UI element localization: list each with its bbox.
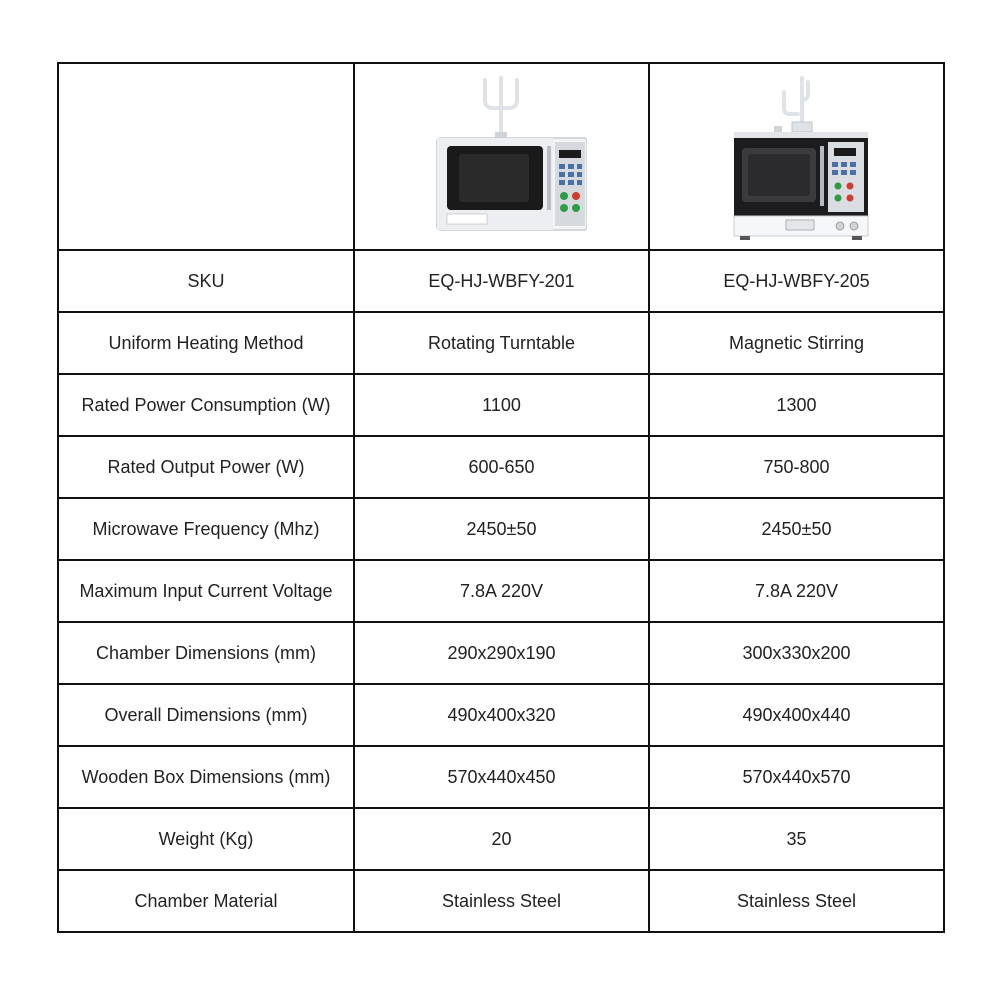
spec-value-product-1: 290x290x190 [354, 622, 649, 684]
spec-value-product-2: 7.8A 220V [649, 560, 944, 622]
spec-label: Uniform Heating Method [58, 312, 354, 374]
spec-row [58, 808, 944, 870]
spec-value-product-1: 2450±50 [354, 498, 649, 560]
spec-row [58, 560, 944, 622]
spec-row [58, 250, 944, 312]
spec-label: SKU [58, 250, 354, 312]
spec-label: Chamber Material [58, 870, 354, 932]
spec-value-product-2: 570x440x570 [649, 746, 944, 808]
spec-label: Overall Dimensions (mm) [58, 684, 354, 746]
spec-label: Rated Power Consumption (W) [58, 374, 354, 436]
spec-value-product-2: EQ-HJ-WBFY-205 [649, 250, 944, 312]
spec-value-product-2: 750-800 [649, 436, 944, 498]
microwave-stirring-photo [712, 72, 882, 242]
spec-value-product-1: 570x440x450 [354, 746, 649, 808]
spec-row [58, 374, 944, 436]
product-image-row [58, 63, 944, 250]
spec-value-product-1: 490x400x320 [354, 684, 649, 746]
product-image-cell-2 [649, 63, 944, 250]
spec-value-product-1: 7.8A 220V [354, 560, 649, 622]
spec-row [58, 312, 944, 374]
spec-label: Wooden Box Dimensions (mm) [58, 746, 354, 808]
spec-label: Maximum Input Current Voltage [58, 560, 354, 622]
spec-row [58, 870, 944, 932]
spec-value-product-1: 600-650 [354, 436, 649, 498]
spec-value-product-1: EQ-HJ-WBFY-201 [354, 250, 649, 312]
spec-value-product-2: 1300 [649, 374, 944, 436]
product-image-cell-1 [354, 63, 649, 250]
spec-row [58, 498, 944, 560]
spec-value-product-2: 35 [649, 808, 944, 870]
spec-value-product-2: 2450±50 [649, 498, 944, 560]
spec-comparison-table [57, 62, 945, 933]
spec-value-product-1: Rotating Turntable [354, 312, 649, 374]
spec-value-product-2: Stainless Steel [649, 870, 944, 932]
spec-rows [58, 250, 944, 932]
empty-header-cell [58, 63, 354, 250]
spec-label: Chamber Dimensions (mm) [58, 622, 354, 684]
spec-value-product-2: 490x400x440 [649, 684, 944, 746]
spec-value-product-1: 1100 [354, 374, 649, 436]
spec-value-product-1: 20 [354, 808, 649, 870]
spec-row [58, 436, 944, 498]
spec-value-product-2: Magnetic Stirring [649, 312, 944, 374]
spec-row [58, 746, 944, 808]
spec-label: Rated Output Power (W) [58, 436, 354, 498]
microwave-turntable-photo [417, 72, 587, 242]
spec-label: Microwave Frequency (Mhz) [58, 498, 354, 560]
spec-label: Weight (Kg) [58, 808, 354, 870]
spec-value-product-2: 300x330x200 [649, 622, 944, 684]
spec-row [58, 684, 944, 746]
spec-value-product-1: Stainless Steel [354, 870, 649, 932]
spec-row [58, 622, 944, 684]
